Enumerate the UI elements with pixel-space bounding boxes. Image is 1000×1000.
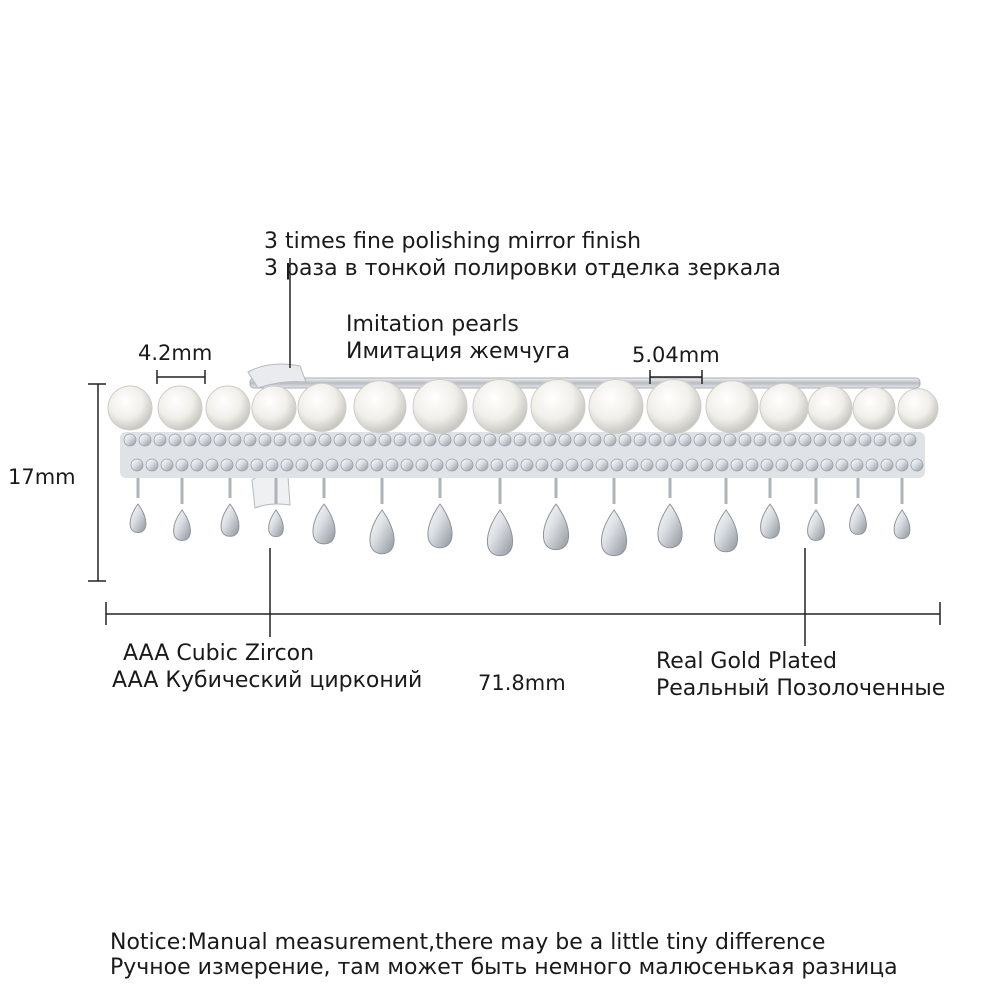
teardrop-zircon [313,504,335,544]
zircon-stone [761,459,773,471]
large-pearl-dimension: 5.04mm [632,343,720,367]
teardrop-zircon [761,504,780,538]
zircon-stone [311,459,323,471]
height-dimension: 17mm [8,465,76,489]
zircon-stone [251,459,263,471]
zircon-stone [836,459,848,471]
zircon-stone [634,434,646,446]
zircon-stone [214,434,226,446]
zircon-stone [746,459,758,471]
zircon-stone [769,434,781,446]
zircon-stone [386,459,398,471]
zircon-stone [724,434,736,446]
pearl [413,380,467,434]
teardrop-row [130,478,910,556]
zircon-stone [776,459,788,471]
zircon-stone [679,434,691,446]
polish-annotation [264,228,781,282]
teardrop-zircon [894,510,910,539]
zircon-stone [709,434,721,446]
zircon-label-en: AAA Cubic Zircon [123,641,315,666]
zircon-stone [701,459,713,471]
zircon-stone [604,434,616,446]
zircon-stone [154,434,166,446]
zircon-stone [626,459,638,471]
zircon-stone [859,434,871,446]
zircon-stone [236,459,248,471]
zircon-stone [784,434,796,446]
pearl [354,381,406,433]
pearls-label-en: Imitation pearls [346,312,519,337]
zircon-stone [244,434,256,446]
zircon-stone [221,459,233,471]
zircon-stone [296,459,308,471]
zircon-stone [911,459,923,471]
zircon-stone [694,434,706,446]
notice-ru: Ручное измерение, там может быть немного малюсенькая разница [110,955,898,980]
zircon-stone [304,434,316,446]
teardrop-zircon [221,504,239,536]
zircon-stone [191,459,203,471]
zircon-stone [866,459,878,471]
zircon-stone [739,434,751,446]
zircon-stone [491,459,503,471]
teardrop-zircon [543,504,568,550]
plating-annotation [656,648,945,702]
pearl [298,383,346,431]
zircon-stone [536,459,548,471]
zircon-stone [559,434,571,446]
zircon-stone [596,459,608,471]
small-pearl-dimension: 4.2mm [138,341,213,365]
zircon-stone [671,459,683,471]
pearl [808,386,852,430]
pearl [647,380,701,434]
zircon-stone [349,434,361,446]
zircon-stone [401,459,413,471]
teardrop-zircon [714,510,737,552]
zircon-stone [176,459,188,471]
pearl [760,383,808,431]
zircon-stone [664,434,676,446]
zircon-stone [454,434,466,446]
pearl [206,386,250,430]
zircon-stone [356,459,368,471]
zircon-stone [274,434,286,446]
notice-en: Notice:Manual measurement,there may be a little tiny difference [110,930,826,955]
zircon-stone [341,459,353,471]
zircon-stone [131,459,143,471]
zircon-stone [754,434,766,446]
polish-label-ru: 3 раза в тонкой полировки отделка зеркала [264,256,781,281]
zircon-annotation [112,640,423,694]
zircon-stone [289,434,301,446]
zircon-stone [319,434,331,446]
zircon-stone [731,459,743,471]
zircon-stone [499,434,511,446]
zircon-stone [874,434,886,446]
pearl [589,380,643,434]
zircon-stone [334,434,346,446]
zircon-stone [169,434,181,446]
teardrop-zircon [174,510,191,540]
teardrop-zircon [658,504,682,548]
zircon-stone [266,459,278,471]
pearl [531,380,585,434]
zircon-stone [506,459,518,471]
zircon-stone [139,434,151,446]
zircon-stone [544,434,556,446]
zircon-stone [184,434,196,446]
plating-label-ru: Реальный Позолоченные [656,676,946,701]
zircon-stone [484,434,496,446]
zircon-stone [476,459,488,471]
zircon-stone [551,459,563,471]
zircon-stone [326,459,338,471]
zircon-stone [904,434,916,446]
zircon-stone [529,434,541,446]
pearl [158,386,202,430]
pearls-label-ru: Имитация жемчуга [346,339,571,364]
plating-label-en: Real Gold Plated [656,649,837,674]
pearl [108,386,152,430]
teardrop-zircon [428,504,452,548]
teardrop-zircon [808,510,825,540]
zircon-stone [514,434,526,446]
zircon-stone [364,434,376,446]
zircon-stone [829,434,841,446]
zircon-stone [619,434,631,446]
zircon-stone [146,459,158,471]
zircon-stone [881,459,893,471]
zircon-stone [656,459,668,471]
zircon-stone [806,459,818,471]
zircon-label-ru: AAA Кубический цирконий [112,668,423,693]
zircon-stone [814,434,826,446]
zircon-stone [281,459,293,471]
zircon-stone [844,434,856,446]
zircon-stone [439,434,451,446]
length-dimension: 71.8mm [478,671,566,695]
zircon-stone [574,434,586,446]
zircon-stone [424,434,436,446]
polish-label-en: 3 times fine polishing mirror finish [264,229,642,254]
pearls-annotation [346,311,570,365]
zircon-stone [521,459,533,471]
pearl [853,387,895,429]
zircon-stone [394,434,406,446]
zircon-stone [799,434,811,446]
zircon-stone [896,459,908,471]
zircon-stone [379,434,391,446]
zircon-stone [589,434,601,446]
pearl [473,380,527,434]
zircon-stone [371,459,383,471]
zircon-stone [124,434,136,446]
zircon-stone [641,459,653,471]
zircon-stone [469,434,481,446]
zircon-stone [791,459,803,471]
zircon-stone [416,459,428,471]
teardrop-zircon [601,510,626,556]
teardrop-zircon [487,510,512,556]
notice [110,930,898,980]
teardrop-zircon [850,504,867,534]
zircon-stone [431,459,443,471]
zircon-stone [821,459,833,471]
zircon-stone [581,459,593,471]
zircon-stone [199,434,211,446]
zircon-stone [229,434,241,446]
teardrop-zircon [269,510,284,537]
pearl [252,386,296,430]
zircon-stone [409,434,421,446]
pearl [706,381,758,433]
zircon-stone [446,459,458,471]
zircon-stone [259,434,271,446]
zircon-stone [206,459,218,471]
zircon-stone [649,434,661,446]
teardrop-zircon [130,504,146,533]
teardrop-zircon [370,510,394,554]
pearl [898,389,938,429]
zircon-stone [851,459,863,471]
zircon-stone [716,459,728,471]
zircon-stone [161,459,173,471]
zircon-stone [611,459,623,471]
zircon-stone [461,459,473,471]
zircon-stone [889,434,901,446]
zircon-stone [686,459,698,471]
zircon-stone [566,459,578,471]
